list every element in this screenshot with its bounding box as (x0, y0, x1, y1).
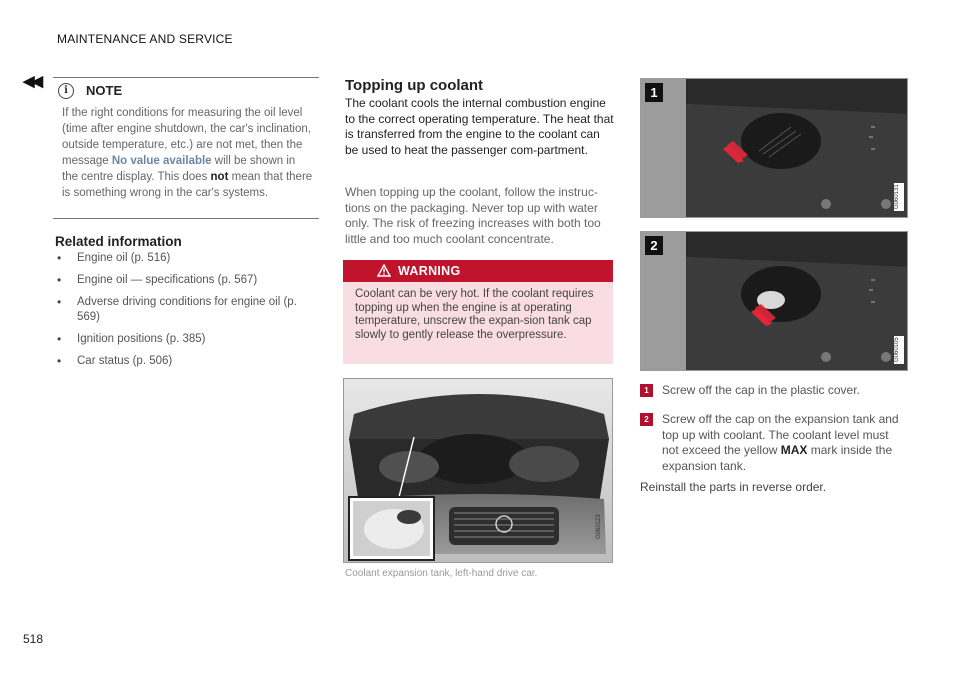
warning-header (343, 260, 613, 282)
step-2 (640, 412, 910, 472)
note-title: NOTE (86, 83, 123, 98)
related-information-title: Related information (55, 234, 182, 249)
step-number: 2 (640, 413, 653, 426)
related-link[interactable]: • Engine oil — specifications (p. 567) (57, 273, 258, 287)
page-number: 518 (23, 632, 44, 646)
previous-page-marker[interactable]: ◀◀ (23, 73, 41, 90)
closing-instruction: Reinstall the parts in reverse order. (640, 480, 827, 494)
note-emphasis: not (210, 171, 229, 183)
figure-caption: Coolant expansion tank, left-hand drive car. (345, 568, 538, 579)
related-link-label[interactable]: Car status (p. 506) (77, 355, 173, 367)
step-badge: 1 (645, 83, 663, 102)
warning-text: Coolant can be very hot. If the coolant requires topping up when the engine is at operating temperature, unscrew the expan-sion tank cap slowly to gently release the overpressure. (355, 288, 594, 341)
step-text-part: Screw off the cap on the expansion tank and top up with coolant. The coolant level must not exceed the yellow (662, 412, 899, 457)
warning-box (343, 260, 613, 364)
figure-code: G060123 (596, 514, 602, 539)
related-link[interactable]: • Engine oil (p. 516) (57, 251, 171, 265)
related-link[interactable]: • Adverse driving conditions for engine oil (p. 569) (57, 295, 297, 323)
related-link-label[interactable]: Ignition positions (p. 385) (77, 333, 206, 345)
step1-photo (640, 78, 908, 218)
note-text-part: If the right conditions for measuring the oil level (time after engine shutdown, the car's inclination, outside temperature, etc.) are not met, then the message (62, 107, 311, 167)
note-text (62, 105, 314, 201)
step-1 (640, 383, 910, 403)
step-text (662, 412, 908, 474)
related-link[interactable]: • Car status (p. 506) (57, 354, 173, 368)
related-link-label[interactable]: Engine oil — specifications (p. 567) (77, 274, 258, 286)
figure-code: G060131 (894, 183, 904, 211)
message-highlight: No value available (111, 155, 212, 167)
section-header: MAINTENANCE AND SERVICE (57, 32, 233, 46)
note-text-part: mean that there is something wrong in the car's systems. (62, 171, 313, 199)
related-link-label[interactable]: Adverse driving conditions for engine oil (p. 569) (77, 296, 297, 323)
info-icon: i (58, 83, 74, 99)
intro-paragraph: The coolant cools the internal combustion engine to the correct operating temperature. The heat that is transferred from the engine to the coolant can be used to heat the passenger com-partment. (345, 96, 614, 157)
step-text-part: mark inside the expansion tank. (662, 443, 893, 473)
step2-photo (640, 231, 908, 371)
related-link[interactable]: • Ignition positions (p. 385) (57, 332, 206, 346)
step-badge: 2 (645, 236, 663, 255)
step-number: 1 (640, 384, 653, 397)
instruction-paragraph: When topping up the coolant, follow the instruc-tions on the packaging. Never top up with water only. The risk of freezing increases with both too little and too much coolant concentrate. (345, 185, 601, 246)
note-text-part: will be shown in the centre display. This does (62, 155, 296, 183)
engine-bay-illustration (344, 379, 613, 563)
section-title: Topping up coolant (345, 77, 484, 94)
warning-triangle-icon (377, 264, 391, 277)
figure-code: G060105 (894, 336, 904, 364)
note-box (53, 77, 319, 219)
related-information-list (55, 251, 320, 376)
step-text: Screw off the cap in the plastic cover. (662, 383, 860, 397)
engine-bay-photo (343, 378, 613, 563)
max-mark: MAX (780, 443, 808, 457)
related-link-label[interactable]: Engine oil (p. 516) (77, 252, 171, 264)
warning-title: WARNING (398, 264, 461, 278)
